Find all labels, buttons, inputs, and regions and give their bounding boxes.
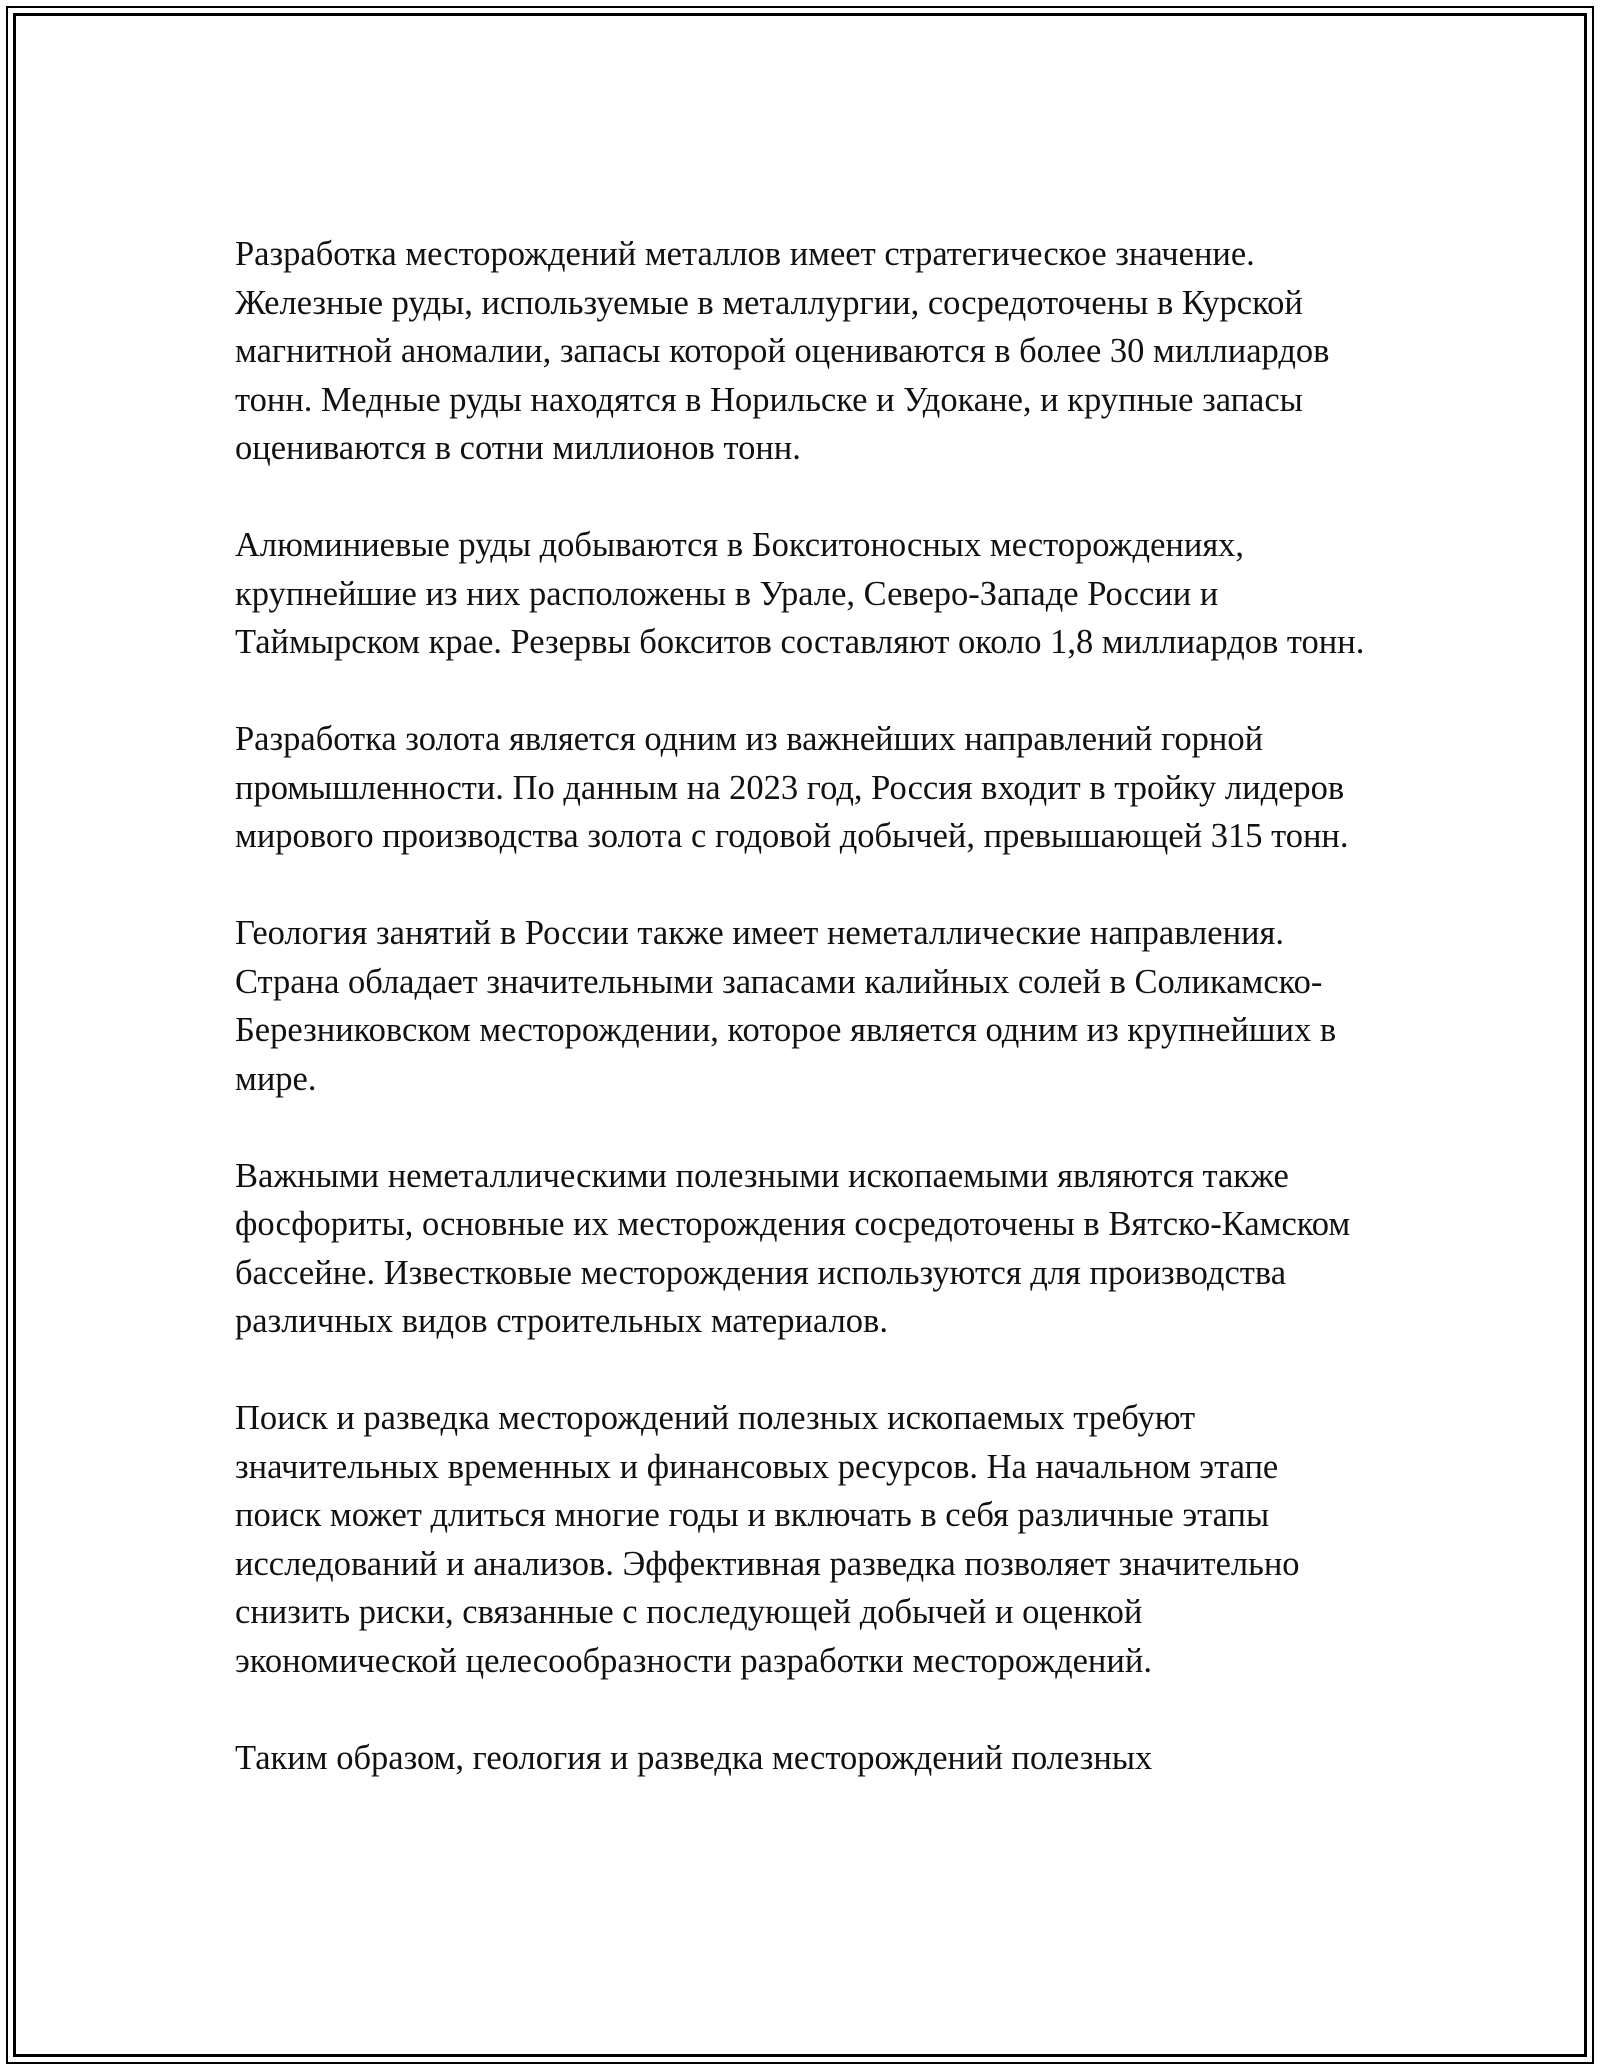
paragraph-nonmetallic: Геология занятий в России также имеет неметаллические направления. Страна обладает значительными запасами калийных солей в Соликамско-Березниковском месторождении, которое является одним из крупнейших в мире.: [235, 914, 1337, 1098]
document-body: [235, 230, 1365, 1782]
paragraph-gold: Разработка золота является одним из важнейших направлений горной промышленности. По данным на 2023 год, Россия входит в тройку лидеров мирового производства золота с годовой добычей, превышающей 315 тонн.: [235, 720, 1349, 855]
paragraph-phosphorites: Важными неметаллическими полезными ископаемыми являются также фосфориты, основные их месторождения сосредоточены в Вятско-Камском бассейне. Известковые месторождения используются для производства различных видов строительных материалов.: [235, 1156, 1351, 1340]
paragraph-exploration: Поиск и разведка месторождений полезных ископаемых требуют значительных временных и финансовых ресурсов. На начальном этапе поиск может длиться многие годы и включать в себя различные этапы исследований и анализов. Эффективная разведка позволяет значительно снизить риски, связанные с последующей добычей и оценкой экономической целесообразности разработки месторождений.: [235, 1399, 1300, 1680]
paragraph-metals: Разработка месторождений металлов имеет стратегическое значение. Железные руды, используемые в металлургии, сосредоточены в Курской магнитной аномалии, запасы которой оцениваются в более 30 миллиардов тонн. Медные руды находятся в Норильске и Удокане, и крупные запасы оцениваются в сотни миллионов тонн.: [235, 235, 1330, 467]
paragraph-conclusion: Таким образом, геология и разведка месторождений полезных: [235, 1738, 1153, 1777]
paragraph-aluminium: Алюминиевые руды добываются в Бокситоносных месторождениях, крупнейшие из них расположены в Урале, Северо-Западе России и Таймырском крае. Резервы бокситов составляют около 1,8 миллиардов тонн.: [235, 526, 1365, 661]
